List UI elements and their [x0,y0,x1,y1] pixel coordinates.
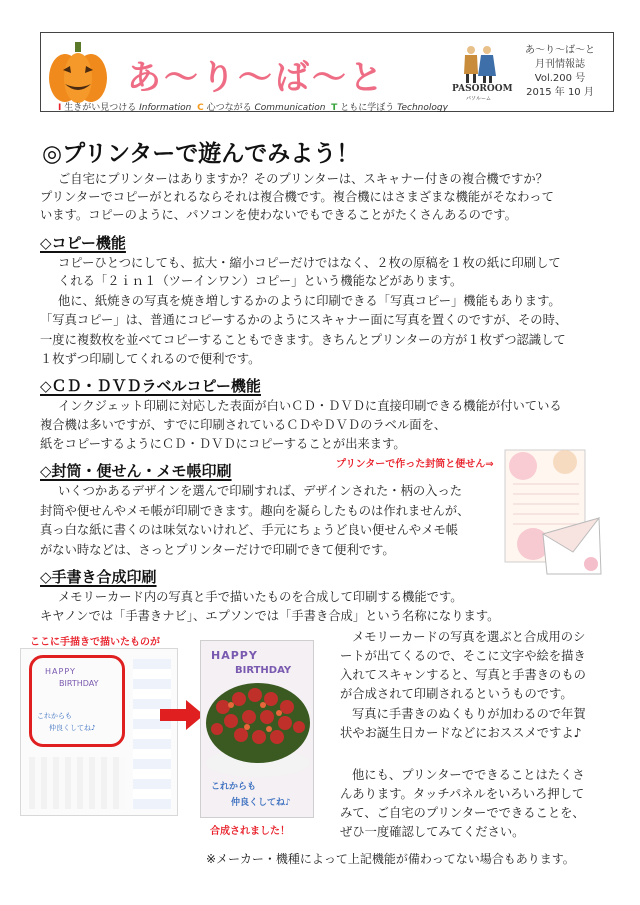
card-text: BIRTHDAY [59,679,99,688]
section-heading: ◇手書き合成印刷 [40,568,157,586]
handwrite-caption: ここに手描きで描いたものが [30,637,160,648]
paragraph-line: 他に、紙焼きの写真を焼き増しするかのように印刷できる「写真コピー」機能もあります。 [58,294,561,308]
paragraph-line: プリンターでコピーがとれるならそれは複合機です。複合機にはさまざまな機能がそなわって [40,190,554,204]
paragraph-line: ートが出てくるので、そこに文字や絵を描き [340,649,586,663]
sheet-grid [29,757,125,809]
issue-line: Vol.200 号 [534,73,586,84]
issue-line: 月刊情報誌 [535,59,585,70]
paragraph-line: 写真に手書きのぬくもりが加わるので年賀 [352,707,586,721]
photo-text: HAPPY [211,649,258,662]
tagline [58,100,448,113]
paragraph-line: ご自宅にプリンターはありますか？そのプリンターは、スキャナー付きの複合機ですか？ [58,172,548,186]
paragraph-line: 一度に複数枚を並べてコピーすることもできます。きちんとプリンターの方が１枚ずつ認識して [40,333,566,347]
paragraph-line: １枚ずつ印刷してくれるので便利です。 [40,352,261,366]
envelope-caption: プリンターで作った封筒と便せん⇒ [336,459,494,470]
paragraph-line: ぜひ一度確認してみてください。 [340,825,525,839]
handwritten-sheet-image [20,648,178,816]
footnote: ※メーカー・機種によって上記機能が備わってない場合もあります。 [206,852,575,866]
highlight-frame [29,655,125,747]
paragraph-line: 紙をコピーするようにＣＤ・ＤＶＤにコピーすることが出来ます。 [40,437,406,451]
paragraph-line: 真っ白な紙に書くのは味気ないけれど、手元にちょうど良い便せんやメモ帳 [40,523,459,537]
arrow-right-icon [160,700,204,730]
card-text: 仲良くしてね♪ [49,724,96,732]
paragraph-line: メモリーカード内の写真と手で描いたものを合成して印刷する機能です。 [58,590,463,604]
card-text: HAPPY [45,667,76,676]
paragraph-line: います。コピーのように、パソコンを使わないでもできることがたくさんあるのです。 [40,208,517,222]
envelope-stationery-image [503,448,603,578]
composite-photo-image [200,640,314,818]
issue-line: 2015 年 10 月 [526,87,594,98]
paragraph-line: コピーひとつにしても、拡大・縮小コピーだけではなく、２枚の原稿を１枚の紙に印刷して [58,256,561,270]
paragraph-line: インクジェット印刷に対応した表面が白いＣＤ・ＤＶＤに直接印刷できる機能が付いている [58,399,562,413]
section-heading: ◇封筒・便せん・メモ帳印刷 [40,462,232,480]
paragraph-line: がない時などは、さっとプリンターだけで印刷できて便利です。 [40,543,395,557]
newsletter-title: あ〜り〜ば〜と [127,58,386,98]
tagline-jp: 心つながる [206,103,252,113]
tagline-letter-c: C [197,103,204,113]
sheet-marker-column [133,659,171,809]
photo-text: BIRTHDAY [235,665,292,676]
paragraph-line: 封筒や便せんやメモ帳が印刷できます。趣向を凝らしたものは作れませんが、 [40,504,470,518]
card-text: これからも [37,712,72,720]
tagline-jp: ともに学ぼう [340,103,395,113]
tagline-en: Communication [254,103,326,113]
brand-name: PASOROOM [452,84,513,94]
photo-text: これからも [211,782,257,792]
paragraph-line: いくつかあるデザインを選んで印刷すれば、デザインされた・柄の入った [58,484,463,498]
paragraph-line: 複合機は多いですが、すでに印刷されているＣＤやＤＶＤのラベル面を、 [40,418,447,432]
paragraph-line: メモリーカードの写真を選ぶと合成用のシ [352,630,586,644]
article-title: ◎プリンターで遊んでみよう！ [42,141,360,167]
issue-info [520,44,600,100]
tagline-letter-t: T [331,103,338,113]
paragraph-line: 入れてスキャンすると、写真と手書きのもの [340,668,586,682]
paragraph-line: が合成されて印刷されるというものです。 [340,687,573,701]
section-heading: ◇ＣＤ・ＤＶＤラベルコピー機能 [40,377,261,395]
result-caption: 合成されました！ [210,826,290,837]
paragraph-line: 状やお誕生日カードなどにおススメですよ♪ [340,726,582,740]
pumpkin-icon [43,40,113,106]
photo-text: 仲良くしてね♪ [231,798,291,808]
section-heading: ◇コピー機能 [40,234,126,252]
paragraph-line: くれる「２ｉｎ１（ツーインワン）コピー」という機能などがあります。 [58,274,463,288]
tagline-en: Technology [397,103,448,113]
paragraph-line: みて、ご自宅のプリンターでできることを、 [340,806,585,820]
flower-cake-icon [203,677,313,781]
issue-line: あ〜り〜ば〜と [525,45,595,56]
tagline-jp: 生きがい見つける [64,103,137,113]
tagline-letter-i: I [58,103,62,113]
tagline-en: Information [139,103,192,113]
brand-subname: パソルーム [466,96,492,102]
paragraph-line: 他にも、プリンターでできることはたくさ [352,768,585,782]
couple-illustration-icon [456,44,502,84]
paragraph-line: 「写真コピー」は、普通にコピーするかのようにスキャナー面に写真を置くのですが、その時、 [40,313,568,327]
paragraph-line: んあります。タッチパネルをいろいろ押して [340,787,585,801]
paragraph-line: キヤノンでは「手書きナビ」、エプソンでは「手書き合成」という名称になります。 [40,609,500,623]
